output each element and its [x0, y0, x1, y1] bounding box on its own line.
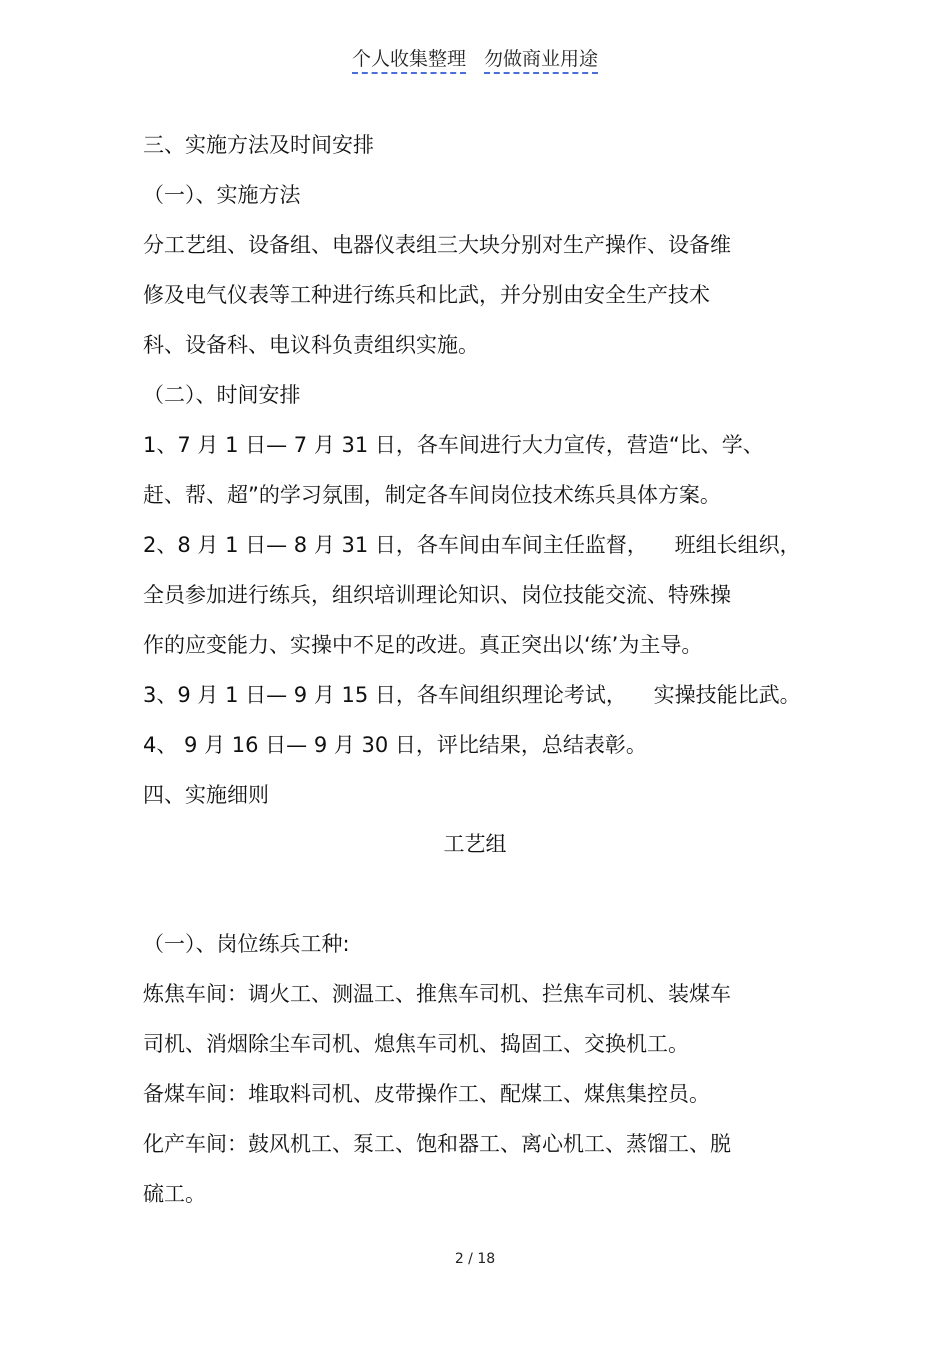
section-heading-3: 三、实施方法及时间安排	[143, 133, 374, 157]
header-right-text: 勿做商业用途	[484, 48, 598, 74]
paragraph-line: 4、 9 月 16 日— 9 月 30 日，评比结果，总结表彰。	[143, 733, 647, 757]
paragraph-line: 全员参加进行练兵，组织培训理论知识、岗位技能交流、特殊操	[143, 583, 731, 607]
page-header	[0, 44, 950, 71]
paragraph-line: 炼焦车间：调火工、测温工、推焦车司机、拦焦车司机、装煤车	[143, 982, 731, 1006]
subsection-heading-schedule: （二）、时间安排	[143, 383, 301, 407]
paragraph-line: 分工艺组、设备组、电器仪表组三大块分别对生产操作、设备维	[143, 233, 731, 257]
paragraph-line: 科、设备科、电议科负责组织实施。	[143, 333, 479, 357]
paragraph-line: 作的应变能力、实操中不足的改进。真正突出以‘练’为主导。	[143, 633, 703, 657]
paragraph-line: 化产车间：鼓风机工、泵工、饱和器工、离心机工、蒸馏工、脱	[143, 1132, 731, 1156]
paragraph-line: 备煤车间：堆取料司机、皮带操作工、配煤工、煤焦集控员。	[143, 1082, 710, 1106]
subsection-heading-method: （一）、实施方法	[143, 183, 301, 207]
section-heading-4: 四、实施细则	[143, 783, 269, 807]
header-left-text: 个人收集整理	[352, 48, 466, 74]
paragraph-line: 3、9 月 1 日— 9 月 15 日，各车间组织理论考试， 实操技能比武。	[143, 683, 801, 707]
paragraph-line: 司机、消烟除尘车司机、熄焦车司机、捣固工、交换机工。	[143, 1032, 689, 1056]
paragraph-line: 赶、帮、超”的学习氛围，制定各车间岗位技术练兵具体方案。	[143, 483, 721, 507]
paragraph-line: 修及电气仪表等工种进行练兵和比武，并分别由安全生产技术	[143, 283, 710, 307]
page-number: 2 / 18	[454, 1251, 496, 1267]
paragraph-line: 2、8 月 1 日— 8 月 31 日，各车间由车间主任监督， 班组长组织，	[143, 533, 801, 557]
paragraph-line: 硫工。	[143, 1182, 206, 1206]
group-title: 工艺组	[443, 832, 507, 856]
paragraph-line: 1、7 月 1 日— 7 月 31 日，各车间进行大力宣传，营造“比、学、	[143, 433, 764, 457]
subsection-heading-jobs: （一）、岗位练兵工种:	[143, 932, 350, 956]
